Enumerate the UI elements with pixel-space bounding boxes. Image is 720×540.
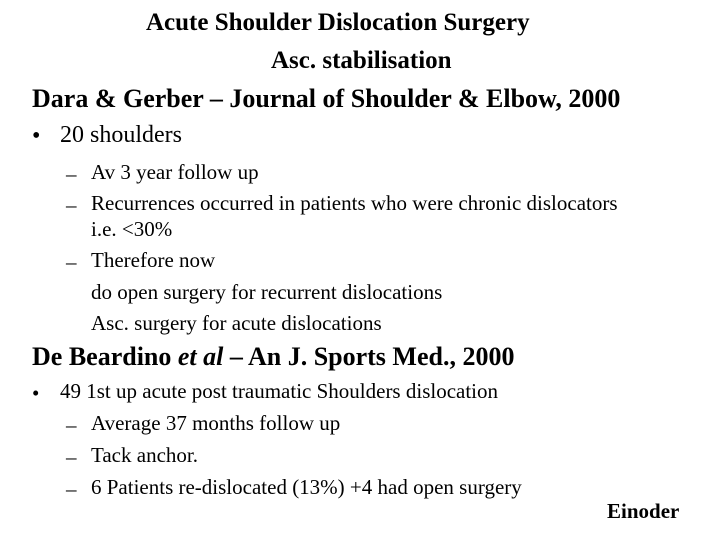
sub-item-continuation: do open surgery for recurrent dislocations: [91, 280, 443, 304]
bullet-marker: •: [32, 381, 40, 405]
bullet-20-shoulders: 20 shoulders: [60, 122, 182, 148]
author-signature: Einoder: [607, 499, 680, 523]
reference-dara-gerber: Dara & Gerber – Journal of Shoulder & Elbow, 2000: [32, 84, 621, 113]
reference-suffix: – An J. Sports Med., 2000: [223, 342, 515, 371]
reference-de-beardino: [32, 344, 514, 370]
reference-prefix: De Beardino: [32, 342, 178, 371]
dash-marker: –: [66, 193, 77, 217]
bullet-49-shoulders: 49 1st up acute post traumatic Shoulders dislocation: [60, 379, 499, 403]
dash-marker: –: [66, 445, 77, 469]
sub-item-continuation: i.e. <30%: [91, 217, 173, 241]
title-line-2: Asc. stabilisation: [271, 47, 452, 74]
dash-marker: –: [66, 250, 77, 274]
sub-item-follow-up: Av 3 year follow up: [91, 160, 259, 184]
dash-marker: –: [66, 477, 77, 501]
dash-marker: –: [66, 413, 77, 437]
sub-item-therefore: Therefore now: [91, 248, 216, 272]
sub-item-recurrences: Recurrences occurred in patients who were chronic dislocators: [91, 191, 618, 215]
title-line-1: Acute Shoulder Dislocation Surgery: [146, 9, 530, 36]
reference-et-al: et al: [177, 342, 224, 371]
bullet-marker: •: [32, 123, 41, 149]
sub-item-redislocated: 6 Patients re-dislocated (13%) +4 had open surgery: [91, 475, 522, 499]
sub-item-continuation: Asc. surgery for acute dislocations: [91, 311, 382, 335]
dash-marker: –: [66, 162, 77, 186]
sub-item-tack-anchor: Tack anchor.: [91, 443, 198, 467]
sub-item-average-follow-up: Average 37 months follow up: [91, 411, 341, 435]
